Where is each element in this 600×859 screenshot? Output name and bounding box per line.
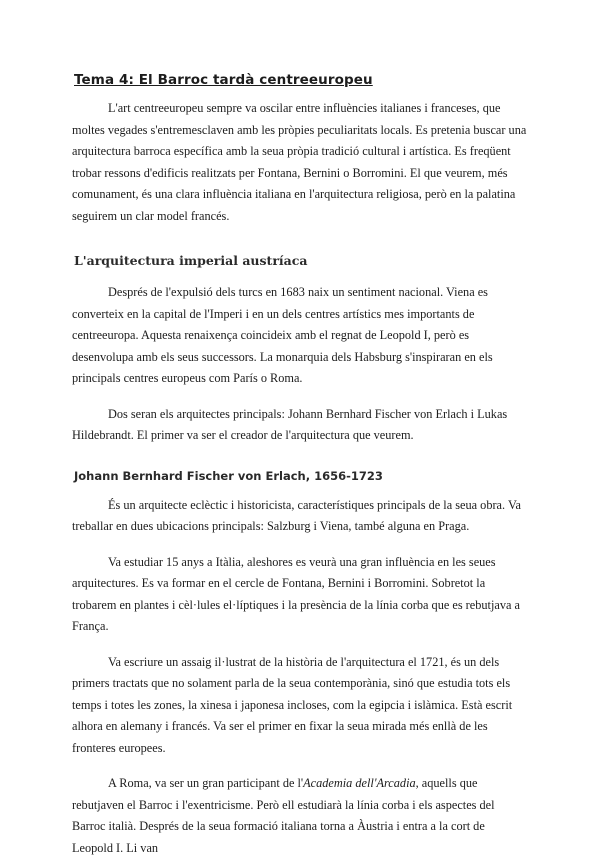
paragraph: Va escriure un assaig il·lustrat de la història de l'arquitectura el 1721, és un dels primers tractats que no solament parla de la seua contemporània, sinó que estudia tots els temps i totes les zones, la xinesa i japonesa incloses, com la egipcia i islàmica. Està escrit alhora en alemany i francés. Va ser el primer en fixar la seua mirada més enllà de les fronteres europees. <box>72 654 513 755</box>
document-title: Tema 4: El Barroc tardà centreeuropeu <box>74 72 373 88</box>
paragraph: Dos seran els arquitectes principals: Johann Bernhard Fischer von Erlach i Lukas Hildebrandt. El primer va ser el creador de l'arquitectura que veurem. <box>72 406 508 442</box>
paragraph-text: , aquells que rebutjaven el Barroc i l'exentricisme. Però ell estudiarà la línia corba i els aspectes del Barroc italià. Després de la seua formació italiana torna a Àustria i entra a la cort de Leopold I. Li van <box>72 776 495 855</box>
paragraph-text: A Roma, va ser un gran participant de l' <box>108 776 304 790</box>
intro-paragraph: L'art centreeuropeu sempre va oscilar entre influències italianes i franceses, que moltes vegades s'entremesclaven amb les pròpies peculiaritats locals. Es pretenia buscar una arquitectura barroca específica amb la seua pròpia tradició cultural i artística. Es freqüent trobar ressons d'edificis realitzats per Fontana, Bernini o Borromini. El que veurem, més comunament, és una clara influència italiana en l'arquitectura religiosa, però en la palatina seguirem un clar model francés. <box>72 101 527 223</box>
paragraph: Després de l'expulsió dels turcs en 1683 naix un sentiment nacional. Viena es converteix en la capital de l'Imperi i en un dels centres artístics mes importants de centreeuropa. Aquesta renaixença coincideix amb el regnat de Leopold I, però es desenvolupa amb els seus successors. La monarquia dels Habsburg s'inspiraran en els principals centres europeus com París o Roma. <box>72 285 493 385</box>
paragraph <box>72 773 528 859</box>
paragraph: Va estudiar 15 anys a Itàlia, aleshores es veurà una gran influència en les seues arquitectures. Es va formar en el cercle de Fontana, Bernini i Borromini. Sobretot la trobarem en plantes i cèl·lules el·líptiques i la presència de la línia corba que es rebutjava a França. <box>72 554 520 633</box>
paragraph: És un arquitecte eclèctic i historicista, característiques principals de la seua obra. Va treballar en dues ubicacions principals: Salzburg i Viena, també alguna en Praga. <box>72 497 521 533</box>
academia-title: Academia dell'Arcadia <box>303 776 416 790</box>
section-heading-fischer: Johann Bernhard Fischer von Erlach, 1656-1723 <box>74 468 383 483</box>
section-heading-imperial: L'arquitectura imperial austríaca <box>74 253 308 268</box>
